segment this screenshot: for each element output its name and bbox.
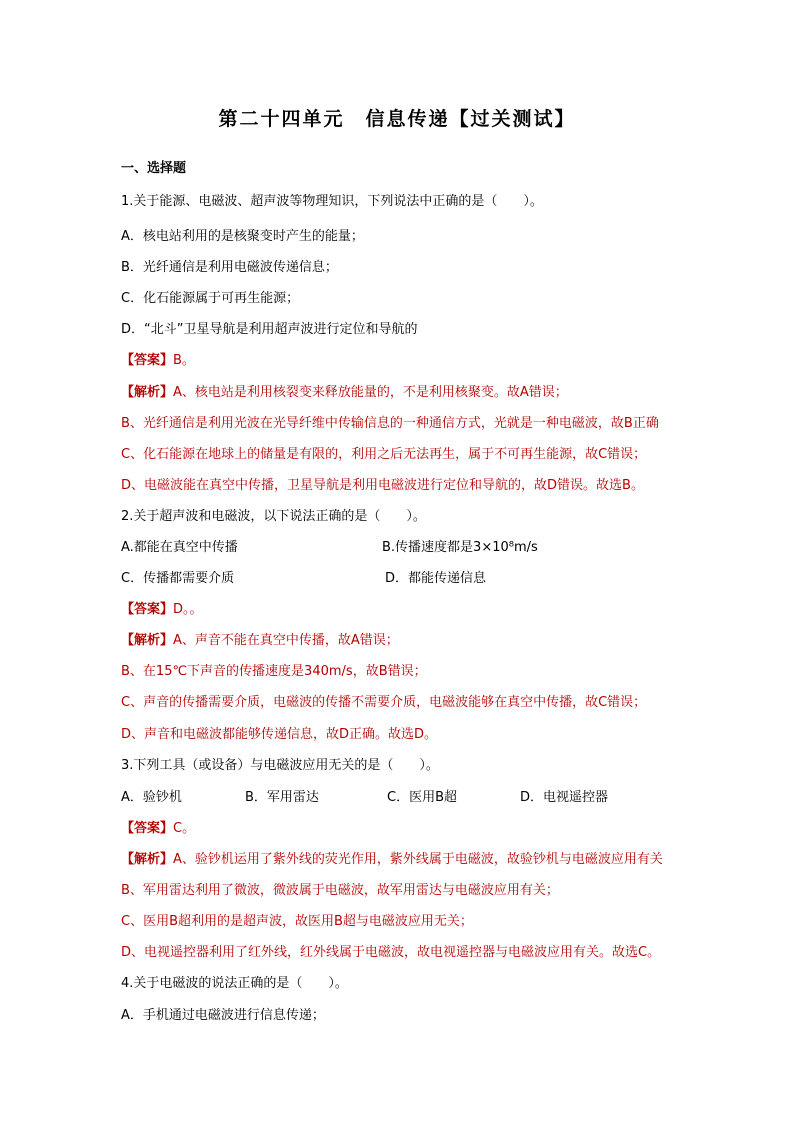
question-3-analysis-3: C、医用B超利用的是超声波，故医用B超与电磁波应用无关； xyxy=(121,914,473,929)
answer-value: C。 xyxy=(173,821,196,836)
question-1-analysis-4: D、电磁波能在真空中传播，卫星导航是利用电磁波进行定位和导航的，故D错误。故选B。 xyxy=(121,478,644,493)
question-3-analysis-4: D、电视遥控器利用了红外线，红外线属于电磁波，故电视遥控器与电磁波应用有关。故选C。 xyxy=(121,945,661,960)
analysis-tag: 【解析】 xyxy=(121,385,174,400)
question-4-option-a: A．手机通过电磁波进行信息传递； xyxy=(121,1008,325,1023)
question-2-analysis-4: D、声音和电磁波都能够传递信息，故D正确。故选D。 xyxy=(121,727,438,742)
question-3-option-d: D．电视遥控器 xyxy=(520,790,609,805)
question-1-analysis-3: C、化石能源在地球上的储量是有限的，利用之后无法再生，属于不可再生能源，故C错误； xyxy=(121,447,647,462)
analysis-text: A、验钞机运用了紫外线的荧光作用，紫外线属于电磁波，故验钞机与电磁波应用有关 xyxy=(173,852,663,867)
question-2-option-a: A.都能在真空中传播 xyxy=(121,540,238,555)
question-1-analysis-2: B、光纤通信是利用光波在光导纤维中传输信息的一种通信方式，光就是一种电磁波，故B正确 xyxy=(121,416,659,431)
analysis-tag: 【解析】 xyxy=(121,852,174,867)
question-1-option-c: C．化石能源属于可再生能源； xyxy=(121,291,300,306)
question-1-answer xyxy=(121,352,195,370)
question-1-analysis-1 xyxy=(121,384,568,402)
question-3-option-c: C．医用B超 xyxy=(387,790,457,805)
question-1-option-d: D．“北斗”卫星导航是利用超声波进行定位和导航的 xyxy=(121,322,418,337)
question-2-answer xyxy=(121,601,203,619)
question-2-analysis-1 xyxy=(121,632,399,650)
answer-tag: 【答案】 xyxy=(121,353,174,368)
question-3-analysis-2: B、军用雷达利用了微波，微波属于电磁波，故军用雷达与电磁波应用有关； xyxy=(121,883,559,898)
page-title: 第二十四单元 信息传递【过关测试】 xyxy=(218,108,576,130)
question-3-answer xyxy=(121,820,195,838)
analysis-text: A、核电站是利用核裂变来释放能量的，不是利用核聚变。故A错误； xyxy=(173,385,568,400)
analysis-text: A、声音不能在真空中传播，故A错误； xyxy=(173,633,399,648)
answer-value: B。 xyxy=(173,353,195,368)
answer-value: D。。 xyxy=(173,602,203,617)
question-3-option-b: B．军用雷达 xyxy=(245,790,319,805)
question-2-option-b: B.传播速度都是3×10⁸m/s xyxy=(382,540,538,555)
question-2-option-d: D．都能传递信息 xyxy=(385,571,487,586)
question-2-option-c: C．传播都需要介质 xyxy=(121,571,235,586)
question-3-stem: 3.下列工具（或设备）与电磁波应用无关的是（ ）。 xyxy=(121,758,439,773)
question-4-stem: 4.关于电磁波的说法正确的是（ ）。 xyxy=(121,976,348,991)
question-1-stem: 1.关于能源、电磁波、超声波等物理知识，下列说法中正确的是（ ）。 xyxy=(121,194,543,209)
question-1-option-b: B．光纤通信是利用电磁波传递信息； xyxy=(121,260,338,275)
question-3-option-a: A．验钞机 xyxy=(121,790,182,805)
question-3-analysis-1 xyxy=(121,851,663,869)
answer-tag: 【答案】 xyxy=(121,602,174,617)
analysis-tag: 【解析】 xyxy=(121,633,174,648)
question-2-stem: 2.关于超声波和电磁波，以下说法正确的是（ ）。 xyxy=(121,509,426,524)
section-heading: 一、选择题 xyxy=(121,161,187,176)
question-2-analysis-3: C、声音的传播需要介质，电磁波的传播不需要介质，电磁波能够在真空中传播，故C错误； xyxy=(121,695,647,710)
answer-tag: 【答案】 xyxy=(121,821,174,836)
question-1-option-a: A．核电站利用的是核聚变时产生的能量； xyxy=(121,229,364,244)
question-2-analysis-2: B、在15℃下声音的传播速度是340m/s，故B错误； xyxy=(121,664,427,679)
